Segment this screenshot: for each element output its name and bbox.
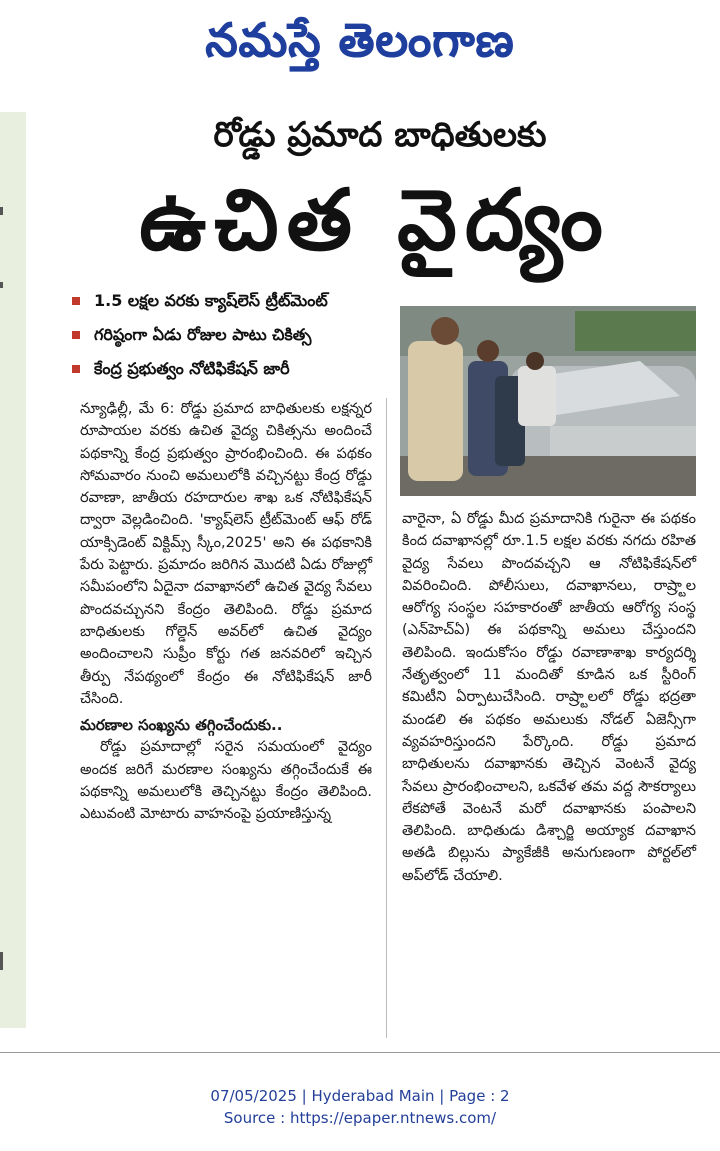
highlight-item [70, 318, 390, 352]
highlight-text: గరిష్ఠంగా ఏడు రోజుల పాటు చికిత్స [94, 325, 312, 344]
highlights-list [70, 284, 390, 386]
bullet-square-icon [72, 331, 80, 339]
column-divider [386, 398, 387, 1038]
masthead-title: నమస్తే తెలంగాణ [205, 13, 515, 67]
article-paragraph: రోడ్డు ప్రమాదాల్లో సరైన సమయంలో వైద్యం అందక జరిగే మరణాల సంఖ్యను తగ్గించేందుకే ఈ పథకాన్ని అమలులోకి తెచ్చినట్టు కేంద్రం తెలిపింది. ఎటువంటి మోటారు వాహనంపై ప్రయాణిస్తున్న [80, 739, 372, 823]
article-body-right-column [402, 508, 696, 887]
accident-photo [400, 306, 696, 496]
article-kicker: రోడ్డు ప్రమాద బాధితులకు [213, 115, 547, 155]
footer-divider [0, 1052, 720, 1053]
strip-mark [0, 282, 3, 288]
strip-mark [0, 952, 3, 970]
article-paragraph: వారైనా, ఏ రోడ్డు మీద ప్రమాదానికి గురైనా ఈ పథకం కింద దవాఖానల్లో రూ.1.5 లక్షల వరకు నగదు రహిత వైద్య సేవలు పొందవచ్చని ఆ నోటిఫికేషన్‌లో వివరించింది. పోలీసులు, దవాఖానలు, రాష్ర్టాల ఆరోగ్య సంస్థల సహకారంతో జాతీయ ఆరోగ్య సంస్థ (ఎన్‌హెచ్ఏ) ఈ పథకాన్ని అమలు చేస్తుందని తెలిపింది. ఇందుకోసం రోడ్డు రవాణాశాఖ కార్యదర్శి నేతృత్వంలో 11 మందితో కూడిన ఒక స్టీరింగ్ కమిటీని ఏర్పాటుచేసింది. రాష్ర్టాలలో రోడ్డు భద్రతా మండలి ఈ పథకం అమలుకు నోడల్ ఏజెన్సీగా వ్యవహరిస్తుందని పేర్కొంది. రోడ్డు ప్రమాద బాధితులను దవాఖానకు తెచ్చిన వెంటనే వైద్య సేవలు ప్రారంభించాలని, ఒకవేళ తమ వద్ద సౌకర్యాలు లేకపోతే వెంటనే మరో దవాఖానకు పంపాలని తెలిపింది. బాధితుడు డిశ్చార్జి అయ్యాక దవాఖాన అతడి బిల్లును ప్యాకేజీకి అనుగుణంగా పోర్టల్‌లో అప్‌లోడ్ చేయాలి. [402, 511, 696, 884]
article-paragraph: న్యూఢిల్లీ, మే 6: రోడ్డు ప్రమాద బాధితులకు లక్షన్నర రూపాయల వరకు ఉచిత వైద్య చికిత్సను అందించే పథకాన్ని కేంద్ర ప్రభుత్వం ప్రారంభించింది. ఈ పథకం సోమవారం నుంచి అమలులోకి వచ్చినట్టు కేంద్ర రోడ్డు రవాణా, జాతీయ రహదారుల శాఖ ఒక నోటిఫికేషన్ ద్వారా వెల్లడించింది. 'క్యాష్‌లెస్ ట్రీట్‌మెంట్ ఆఫ్ రోడ్ యాక్సిడెంట్ విక్టిమ్స్ స్కీం,2025' అని ఈ పథకానికి పేరు పెట్టారు. ప్రమాదం జరిగిన మొదటి ఏడు రోజుల్లో సమీపంలోని ఏదైనా దవాఖానలో ఉచిత వైద్య సేవలు పొందవచ్చునని కేంద్రం తెలిపింది. రోడ్డు ప్రమాద బాధితులకు గోల్డెన్ అవర్‌లో ఉచిత వైద్యం అందించాలని సుప్రీం కోర్టు గత జనవరిలో ఇచ్చిన తీర్పు నేపథ్యంలో కేంద్రం ఈ నోటిఫికేషన్ జారీ చేసింది. [80, 401, 372, 707]
left-margin-strip [0, 112, 26, 1028]
page-footer [0, 1085, 720, 1129]
source-link[interactable]: Source : https://epaper.ntnews.com/ [223, 1109, 497, 1127]
article-subhead: మరణాల సంఖ్యను తగ్గించేందుకు.. [80, 716, 283, 735]
highlight-item [70, 352, 390, 386]
article-headline: ఉచిత వైద్యం [139, 171, 611, 269]
strip-mark [0, 207, 3, 215]
bullet-square-icon [72, 297, 80, 305]
highlight-text: కేంద్ర ప్రభుత్వం నోటిఫికేషన్ జారీ [94, 359, 290, 378]
highlight-text: 1.5 లక్షల వరకు క్యాష్‌లెస్ ట్రీట్‌మెంట్ [94, 291, 328, 310]
bullet-square-icon [72, 365, 80, 373]
edition-info: 07/05/2025 | Hyderabad Main | Page : 2 [210, 1087, 510, 1105]
accident-photo-illustration [400, 306, 696, 496]
article-body-left-column [80, 398, 372, 826]
highlight-item [70, 284, 390, 318]
